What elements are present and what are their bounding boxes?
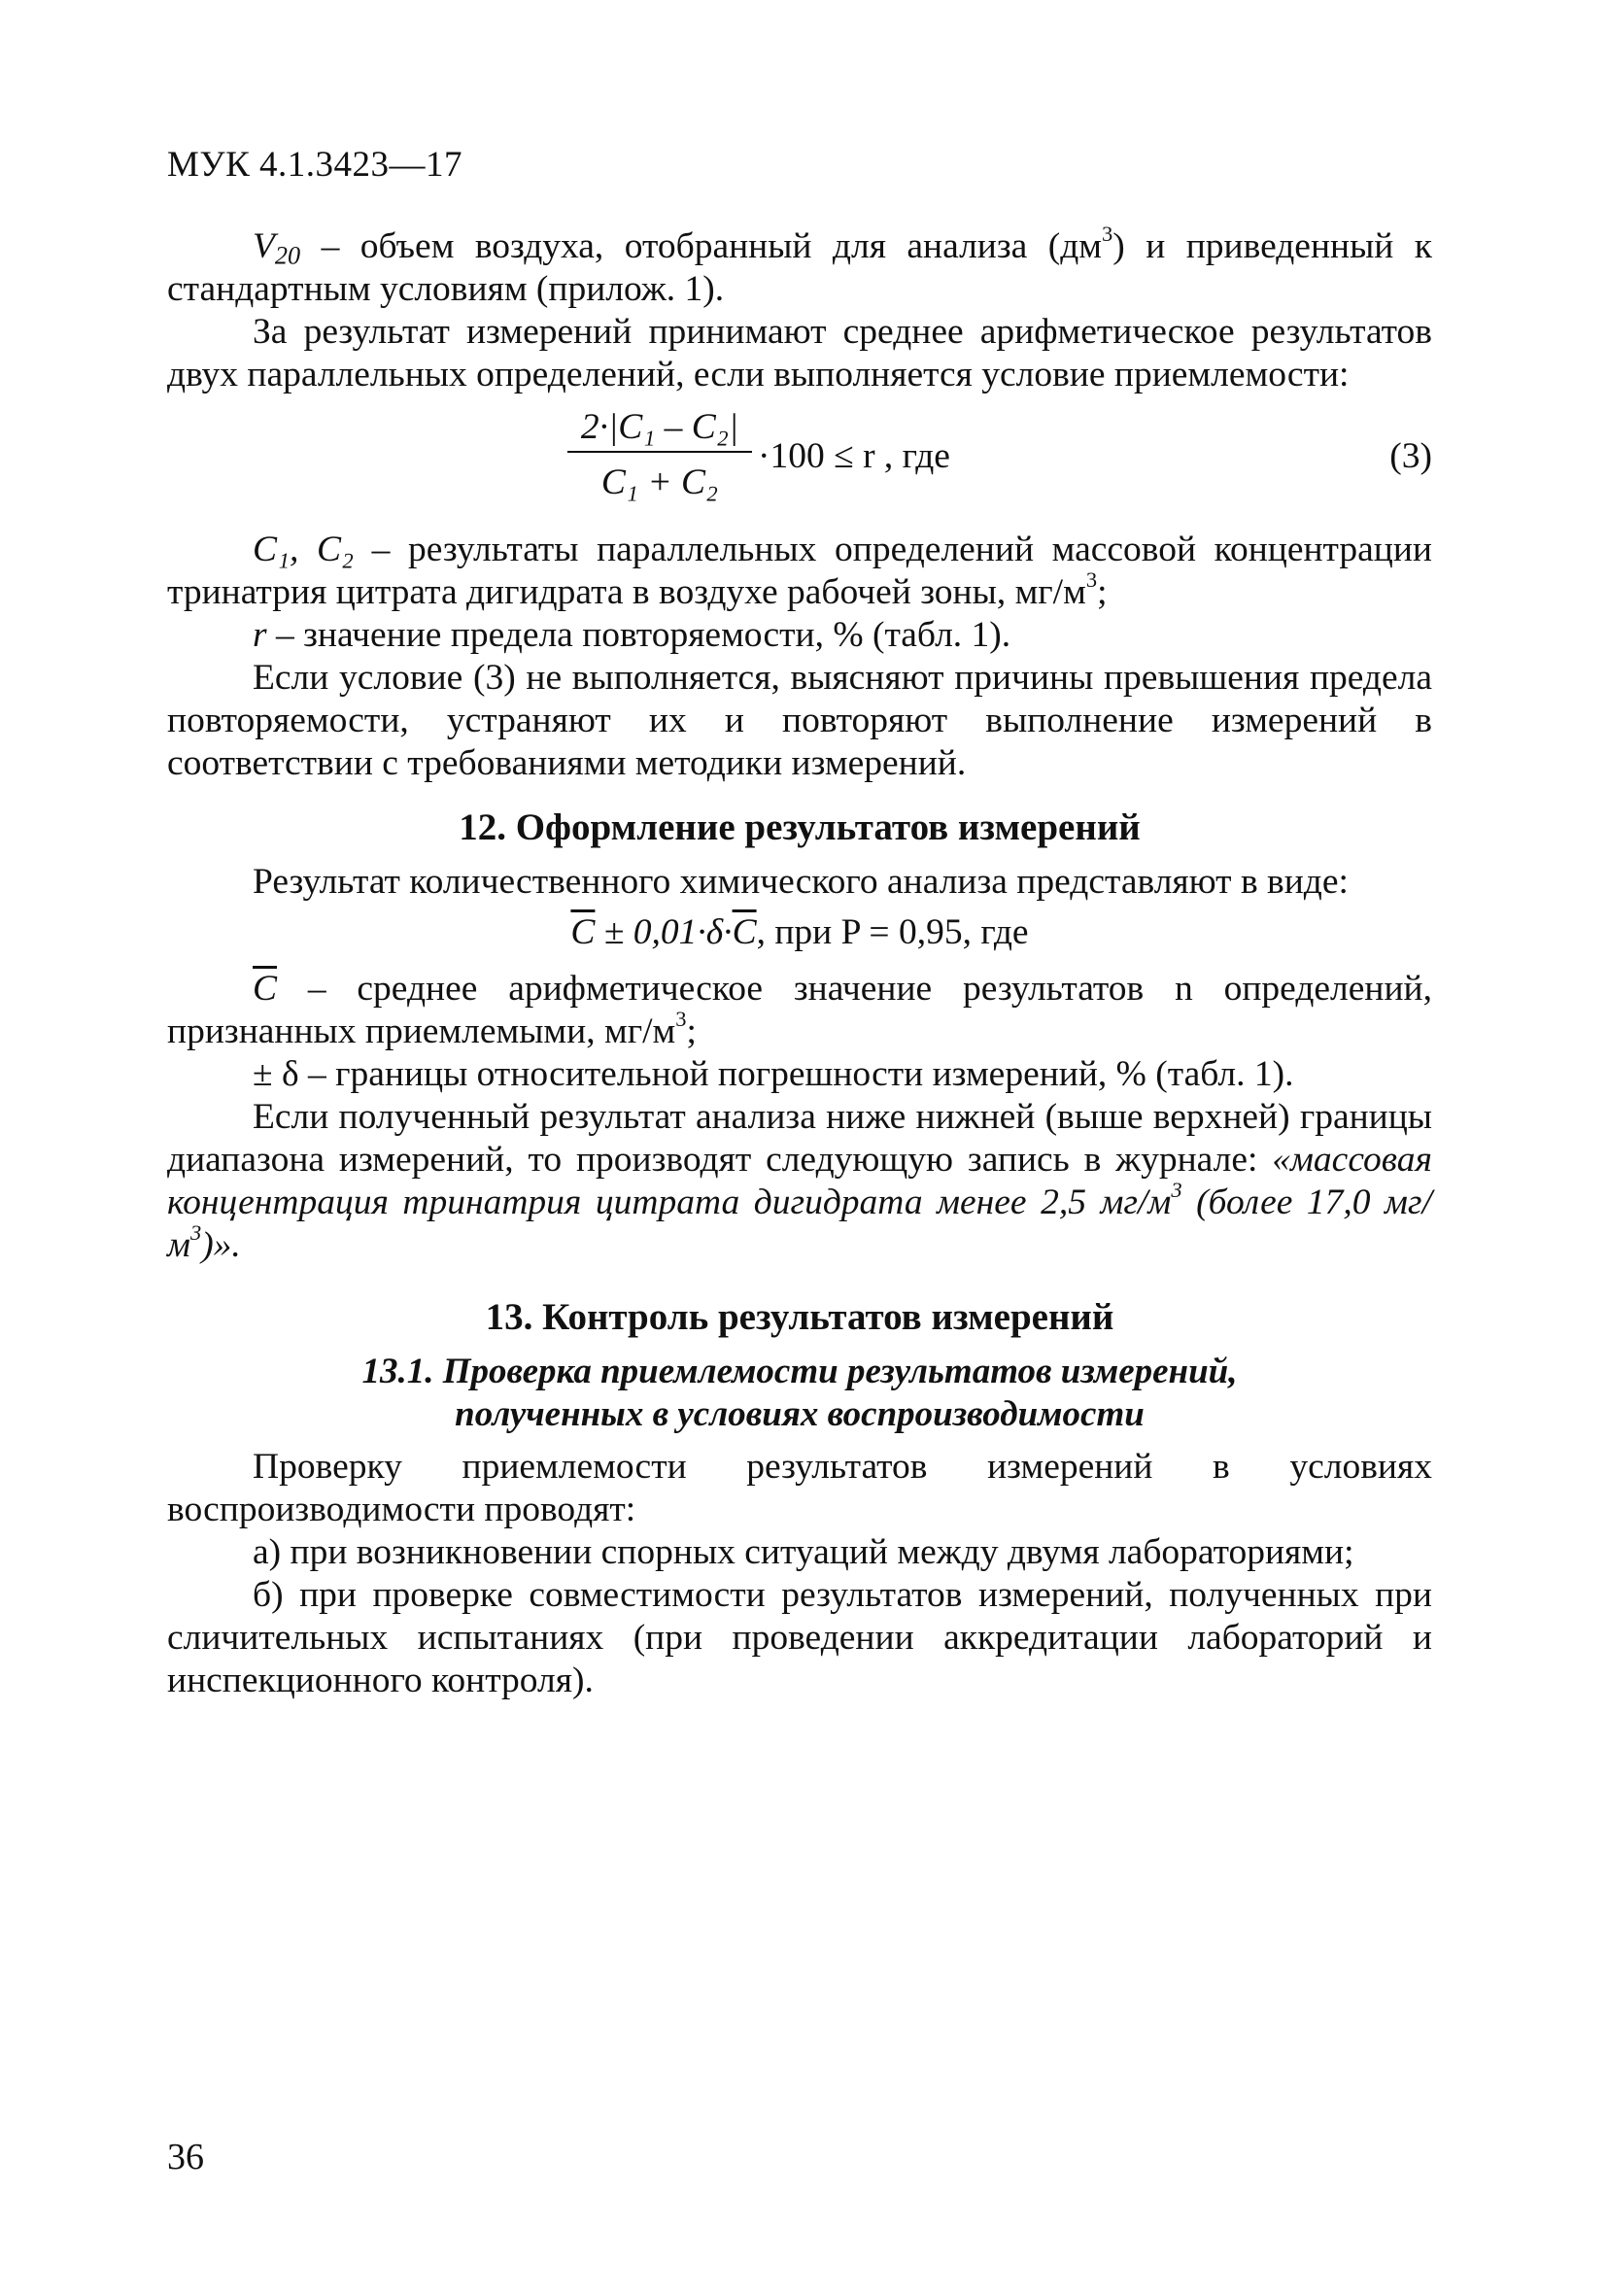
page-number: 36 bbox=[167, 2137, 204, 2177]
list-item-a: а) при возникновении спорных ситуаций между двумя лабораториями; bbox=[253, 1532, 1354, 1572]
definition-delta: ± δ – границы относительной погрешности измерений, % (табл. 1). bbox=[253, 1054, 1294, 1094]
definition-c-mean: $\overline{C}$ – среднее арифметическое значение результатов n определений, признанных приемлемыми, $мг/м^3$; bbox=[167, 969, 1432, 1051]
definition-r: r – значение предела повторяемости, % (табл. 1). bbox=[253, 615, 1011, 655]
result-formula: $\overline{C} \pm 0,01\cdot\delta\cdot\overline{C}$, при P = 0,95, где bbox=[570, 912, 1029, 952]
formula-3-denominator: C₁ + C₂ bbox=[600, 463, 719, 502]
document-body bbox=[167, 222, 1432, 1702]
paragraph-acceptance-condition: За результат измерений принимают среднее арифметическое результатов двух параллельных определений, если выполняется условие приемлемости: bbox=[167, 312, 1432, 394]
formula-3-tail: ·100 ≤ r , где bbox=[758, 436, 950, 476]
definition-c1-c2: C₁, C₂ – результаты параллельных определений массовой концентрации тринатрия цитрата дигидрата в воздухе рабочей зоны, $мг/м^3$; bbox=[167, 530, 1432, 612]
section-13-title: 13. Контроль результатов измерений bbox=[485, 1296, 1114, 1338]
list-item-b: б) при проверке совместимости результатов измерений, полученных при сличительных испытаниях (при проведении аккредитации лабораторий и инспекционного контроля). bbox=[167, 1575, 1432, 1700]
document-code-header: МУК 4.1.3423—17 bbox=[167, 145, 463, 185]
formula-3 bbox=[167, 400, 1432, 521]
paragraph-v20-definition: $V_{20}$ – объем воздуха, отобранный для анализа $(дм^3)$ и приведенный к стандартным условиям (прилож. 1). bbox=[167, 222, 1432, 309]
formula-3-number: (3) bbox=[1389, 436, 1432, 476]
formula-3-fraction bbox=[567, 400, 752, 509]
paragraph-condition-not-met: Если условие (3) не выполняется, выясняют причины превышения предела повторяемости, устраняют их и повторяют выполнение измерений в соответствии с требованиями методики измерений. bbox=[167, 658, 1432, 783]
section-12-intro: Результат количественного химического анализа представляют в виде: bbox=[253, 862, 1349, 902]
section-13-1-subtitle: 13.1. Проверка приемлемости результатов измерений, полученных в условиях воспроизводимости bbox=[361, 1352, 1238, 1434]
section-12-title: 12. Оформление результатов измерений bbox=[459, 806, 1141, 848]
journal-entry-quote: «массовая концентрация тринатрия цитрата дигидрата менее 2,5 $мг/м^3$ (более 17,0 $мг/м^3$)». bbox=[167, 1140, 1432, 1265]
formula-3-numerator: 2·|C₁ – C₂| bbox=[567, 400, 752, 453]
section-13-paragraph: Проверку приемлемости результатов измерений в условиях воспроизводимости проводят: bbox=[167, 1447, 1432, 1529]
paragraph-out-of-range: Если полученный результат анализа ниже нижней (выше верхней) границы диапазона измерений, то производят следующую запись в журнале: «массовая концентрация тринатрия цитрата дигидрата менее 2,5 $мг/м^3$ (более 17,0 $мг/м^3$)». bbox=[167, 1097, 1432, 1265]
